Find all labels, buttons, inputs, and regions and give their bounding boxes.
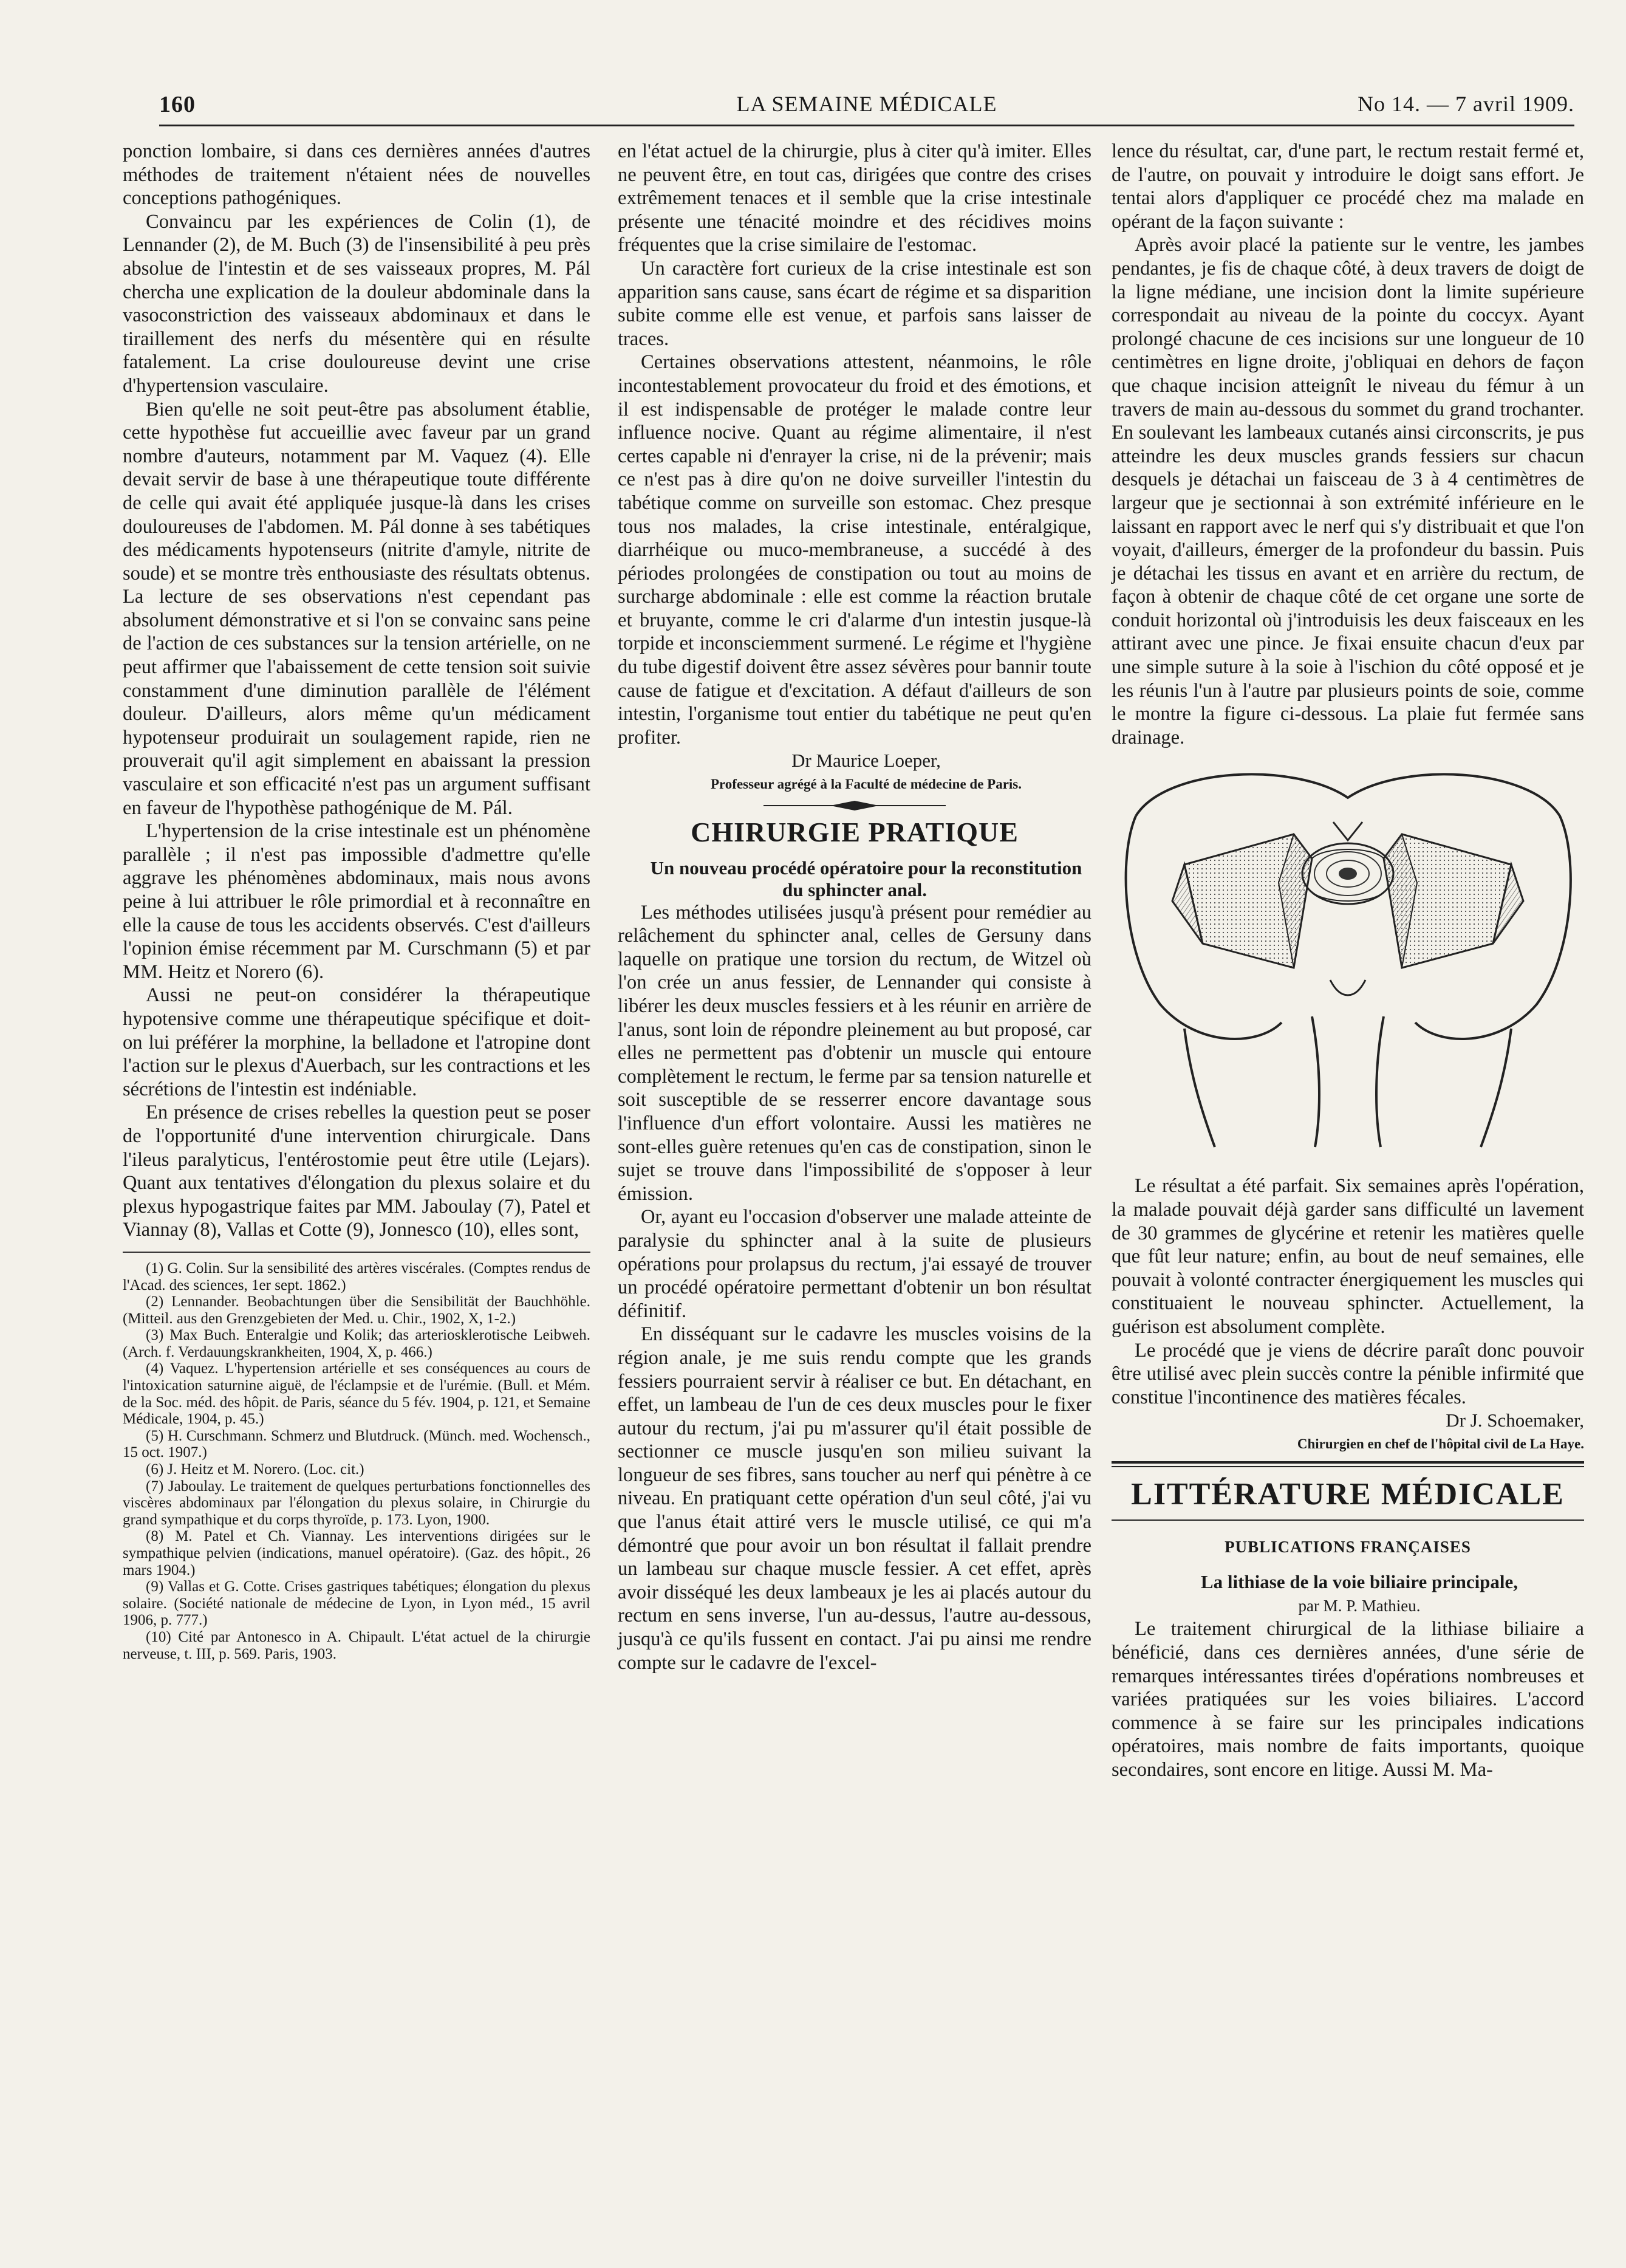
- footnote: (5) H. Curschmann. Schmerz und Blutdruck. (Münch. med. Wochensch., 15 oct. 1907.): [123, 1427, 590, 1461]
- ornament-divider: [763, 800, 946, 811]
- article-author: par M. P. Mathieu.: [1298, 1596, 1421, 1615]
- header-rule: [159, 125, 1574, 126]
- paragraph: Le traitement chirurgical de la lithiase biliaire a bénéficié, dans ces dernières années, d'une série de remarques intéressantes tirées d'opérations nombreuses et variées pratiquées sur les voies biliaires. L'accord commence à se faire sur les principales indications opératoires, mais nombre de faits importants, quoique secondaires, sont encore en litige. Aussi M. Ma-: [1112, 1618, 1584, 1781]
- journal-title: LA SEMAINE MÉDICALE: [736, 92, 997, 116]
- section-rule: [1112, 1466, 1584, 1467]
- section-rule: [1112, 1461, 1584, 1464]
- surgical-figure: [1112, 761, 1584, 1150]
- footnote: (7) Jaboulay. Le traitement de quelques perturbations fonctionnelles des viscères abdominaux par l'élongation du plexus solaire, in Chirurgie du grand sympathique et du corps thyroïde, p. 173. Lyon, 1900.: [123, 1478, 590, 1528]
- paragraph: En présence de crises rebelles la question peut se poser de l'opportunité d'une intervention chirurgicale. Dans l'ileus paralyticus, l'entérostomie peut être utile (Lejars). Quant aux tentatives d'élongation du plexus solaire et du plexus hypogastrique faites par MM. Jaboulay (7), Patel et Viannay (8), Vallas et Cotte (9), Jonnesco (10), elles sont,: [123, 1101, 590, 1241]
- footnote: (2) Lennander. Beobachtungen über die Sensibilität der Bauchhöhle. (Mitteil. aus den Grenzgebieten der Med. u. Chir., 1902, X, 1-2.): [123, 1293, 590, 1327]
- paragraph: Un caractère fort curieux de la crise intestinale est son apparition sans cause, sans écart de régime et sa disparition subite comme elle est venue, et parfois sans laisser de traces.: [618, 257, 1091, 350]
- paragraph: ponction lombaire, si dans ces dernières années d'autres méthodes de traitement n'étaient nées de nouvelles conceptions pathogéniques.: [123, 140, 590, 210]
- footnotes: [123, 1260, 590, 1662]
- paragraph: Le procédé que je viens de décrire paraît donc pouvoir être utilisé avec plein succès contre la pénible infirmité que constitue l'incontinence des matières fécales.: [1112, 1339, 1584, 1408]
- paragraph: Or, ayant eu l'occasion d'observer une malade atteinte de paralysie du sphincter anal à la suite de plusieurs opérations pour prolapsus du rectum, j'ai essayé de trouver un procédé opératoire permettant d'obtenir un bon résultat définitif.: [618, 1206, 1091, 1322]
- paragraph: Aussi ne peut-on considérer la thérapeutique hypotensive comme une thérapeutique spécifique et doit-on lui préférer la morphine, la belladone et l'atropine dont l'action sur le plexus d'Auerbach, sur les contractions et les sécrétions de l'intestin est indéniable.: [123, 984, 590, 1100]
- paragraph: L'hypertension de la crise intestinale est un phénomène parallèle ; il n'est pas impossible d'admettre qu'elle aggrave les phénomènes abdominaux, mais nous avons peine à lui attribuer le rôle primordial et à reconnaître en elle la cause de tous les accidents observés. C'est d'ailleurs l'opinion émise récemment par M. Curschmann (5) et par MM. Heitz et Norero (6).: [123, 820, 590, 983]
- column-3: [1112, 140, 1584, 2230]
- footnote: (9) Vallas et G. Cotte. Crises gastriques tabétiques; élongation du plexus solaire. (Société nationale de médecine de Lyon, in Lyon méd., 15 avril 1906, p. 777.): [123, 1578, 590, 1629]
- paragraph: Certaines observations attestent, néanmoins, le rôle incontestablement provocateur du froid et des émotions, et il est indispensable de protéger le malade contre leur influence nocive. Quant au régime alimentaire, il n'est certes capable ni d'enrayer la crise, ni de la prévenir; mais ce n'est pas à dire qu'on ne doive surveiller l'intestin du tabétique comme on surveille son estomac. Chez presque tous nos malades, la crise intestinale, entéralgique, diarrhéique ou muco-membraneuse, a succédé à des périodes prolongées de constipation ou tout au moins de surcharge abdominale : elle est comme la réaction brutale et bruyante, comme le cri d'alarme d'un intestin jusque-là torpide et inconsciemment surmené. Le régime et l'hygiène du tube digestif doivent être assez sévères pour bannir toute cause de fatigue et d'excitation. A défaut d'ailleurs de son intestin, l'organisme tout entier du tabétique ne peut qu'en profiter.: [618, 351, 1091, 749]
- column-2: [618, 140, 1091, 2230]
- footnote: (10) Cité par Antonesco in A. Chipault. L'état actuel de la chirurgie nerveuse, t. III, p. 569. Paris, 1903.: [123, 1628, 590, 1662]
- paragraph: Après avoir placé la patiente sur le ventre, les jambes pendantes, je fis de chaque côté, à deux travers de doigt de la ligne médiane, une incision dont la limite supérieure correspondait au niveau de la pointe du coccyx. Ayant prolongé chacune de ces incisions sur une longueur de 10 centimètres en ligne droite, j'obliquai en dehors de façon que chaque incision atteignît le niveau du fémur à un travers de main au-dessous du sommet du grand trochanter. En soulevant les lambeaux cutanés ainsi circonscrits, je pus atteindre les deux muscles grands fessiers sur chacun desquels je détachai un faisceau de 3 à 4 centimètres de largeur que je sectionnai à son extrémité inférieure en le laissant en rapport avec le nerf qui s'y distribuait et que l'on voyait, d'ailleurs, émerger de la profondeur du bassin. Puis je détachai les tissus en avant et en arrière du rectum, de façon à obtenir de chaque côté de cet organe une sorte de conduit horizontal où j'introduisis les deux faisceaux en les attirant avec une pince. Je fixai ensuite chacun d'eux par une simple suture à la soie à l'ischion du côté opposé et je les réunis l'un à l'autre par plusieurs points de soie, comme le montre la figure ci-dessous. La plaie fut fermée sans drainage.: [1112, 234, 1584, 749]
- author-signature: Dr Maurice Loeper,: [791, 750, 941, 772]
- paragraph: Le résultat a été parfait. Six semaines après l'opération, la malade pouvait déjà garder sans difficulté un lavement de 30 grammes de glycérine et retenir les matières quelle que fût leur nature; enfin, au bout de neuf semaines, elle pouvait à volonté contracter énergiquement les muscles qui constituaient le nouveau sphincter. Actuellement, la guérison est absolument complète.: [1112, 1175, 1584, 1338]
- subsection-title: PUBLICATIONS FRANÇAISES: [1225, 1537, 1471, 1556]
- paragraph: En disséquant sur le cadavre les muscles voisins de la région anale, je me suis rendu compte que les grands fessiers pourraient servir à réaliser ce but. En détachant, en effet, un lambeau de l'un de ces deux muscles pour le fixer autour du rectum, j'ai pu m'assurer qu'il était possible de sectionner ce muscle jusqu'en son milieu suivant la longueur de ses fibres, sans toucher au nerf qui pénètre à ce niveau. En pratiquant cette opération d'un seul côté, j'ai vu que l'anus était attiré vers le muscle utilisé, ce qui m'a démontré que pour avoir un bon résultat il fallait prendre un lambeau sur chaque muscle fessier. A cet effet, après avoir disséqué les deux lambeaux je les ai placés autour du rectum en sens inverse, l'un au-dessus, l'autre au-dessous, jusqu'à ce qu'ils fussent en contact. J'ai pu ainsi me rendre compte sur le cadavre de l'excel-: [618, 1323, 1091, 1674]
- section-rule: [1112, 1519, 1584, 1521]
- section-title: CHIRURGIE PRATIQUE: [691, 816, 1019, 848]
- paragraph: Bien qu'elle ne soit peut-être pas absolument établie, cette hypothèse fut accueillie avec faveur par un grand nombre d'auteurs, notamment par M. Vaquez (4). Elle devait servir de base à une thérapeutique toute différente de celle qui avait été appliquée jusque-là dans les crises douloureuses de l'abdomen. M. Pál donne à ses tabétiques des médicaments hypotenseurs (nitrite d'amyle, nitrite de soude) et se montre très enthousiaste des résultats obtenus. La lecture de ses observations n'est cependant pas absolument démonstrative et si l'on se convainc sans peine de l'action de ces substances sur la tension artérielle, on ne peut affirmer que l'abaissement de cette tension soit suivie constamment d'une diminution parallèle de l'élément douleur. D'ailleurs, alors même qu'un médicament hypotenseur produirait un soulagement rapide, rien ne prouverait qu'il agit simplement en abaissant la pression vasculaire et son efficacité n'est pas un argument suffisant en faveur de l'hypothèse pathogénique de M. Pál.: [123, 398, 590, 819]
- article-title: La lithiase de la voie biliaire principale,: [1200, 1571, 1518, 1593]
- paragraph: en l'état actuel de la chirurgie, plus à citer qu'à imiter. Elles ne peuvent être, en tout cas, dirigées que contre des crises extrêmement tenaces et il semble que la crise intestinale présente une ténacité moindre et des récidives moins fréquentes que la crise similaire de l'estomac.: [618, 140, 1091, 256]
- author-title: Chirurgien en chef de l'hôpital civil de La Haye.: [1297, 1436, 1584, 1451]
- paragraph: lence du résultat, car, d'une part, le rectum restait fermé et, de l'autre, on pouvait y introduire le doigt sans effort. Je tentai alors d'appliquer ce procédé chez ma malade en opérant de la façon suivante :: [1112, 140, 1584, 233]
- article-title: Un nouveau procédé opératoire pour la reconstitution du sphincter anal.: [650, 857, 1082, 900]
- footnote: (3) Max Buch. Enteralgie und Kolik; das arteriosklerotische Leibweh. (Arch. f. Verdauungskrankheiten, 1904, X, p. 466.): [123, 1327, 590, 1360]
- author-title: Professeur agrégé à la Faculté de médecine de Paris.: [710, 776, 1022, 792]
- page-header: [159, 91, 1574, 122]
- footnote: (6) J. Heitz et M. Norero. (Loc. cit.): [146, 1461, 364, 1478]
- footnote: (1) G. Colin. Sur la sensibilité des artères viscérales. (Comptes rendus de l'Acad. des sciences, 1er sept. 1862.): [123, 1259, 590, 1293]
- page-number: 160: [159, 92, 196, 117]
- footnote: (4) Vaquez. L'hypertension artérielle et ses conséquences au cours de l'intoxication saturnine aiguë, de l'éclampsie et de l'urémie. (Bull. et Mém. de la Soc. méd. des hôpit. de Paris, séance du 5 fév. 1904, p. 121, et Semaine Médicale, 1904, p. 45.): [123, 1360, 590, 1428]
- footnote: (8) M. Patel et Ch. Viannay. Les interventions dirigées sur le sympathique pelvien (indications, manuel opératoire). (Gaz. des hôpit., 26 mars 1904.): [123, 1528, 590, 1578]
- paragraph: Convaincu par les expériences de Colin (1), de Lennander (2), de M. Buch (3) de l'insensibilité à peu près absolue de l'intestin et de ses vaisseaux propres, M. Pál chercha une explication de la douleur abdominale dans la vasoconstriction des vaisseaux abdominaux et dans le tiraillement des nerfs du mésentère qui en résulte fatalement. La crise douloureuse devint une crise d'hypertension vasculaire.: [123, 210, 590, 397]
- section-title: LITTÉRATURE MÉDICALE: [1131, 1476, 1565, 1512]
- paragraph: Les méthodes utilisées jusqu'à présent pour remédier au relâchement du sphincter anal, celles de Gersuny dans laquelle on pratique une torsion du rectum, de Witzel où l'on crée un anus fessier, de Lennander qui consiste à libérer les deux muscles fessiers et à les réunir en arrière de l'anus, sont loin de répondre pleinement au but proposé, car elles ne permettent pas d'obtenir un muscle qui entoure complètement le rectum, le ferme par sa tension naturelle et soit susceptible de se resserrer encore davantage sous l'influence d'un effort volontaire. Aussi les matières ne sont-elles guère retenues qu'en cas de constipation, sinon le sujet se trouve dans l'impossibilité de s'opposer à leur émission.: [618, 901, 1091, 1205]
- column-1: [123, 140, 590, 2230]
- issue-date: No 14. — 7 avril 1909.: [1358, 92, 1574, 116]
- footnote-rule: [123, 1252, 590, 1253]
- author-signature: Dr J. Schoemaker,: [1446, 1410, 1584, 1431]
